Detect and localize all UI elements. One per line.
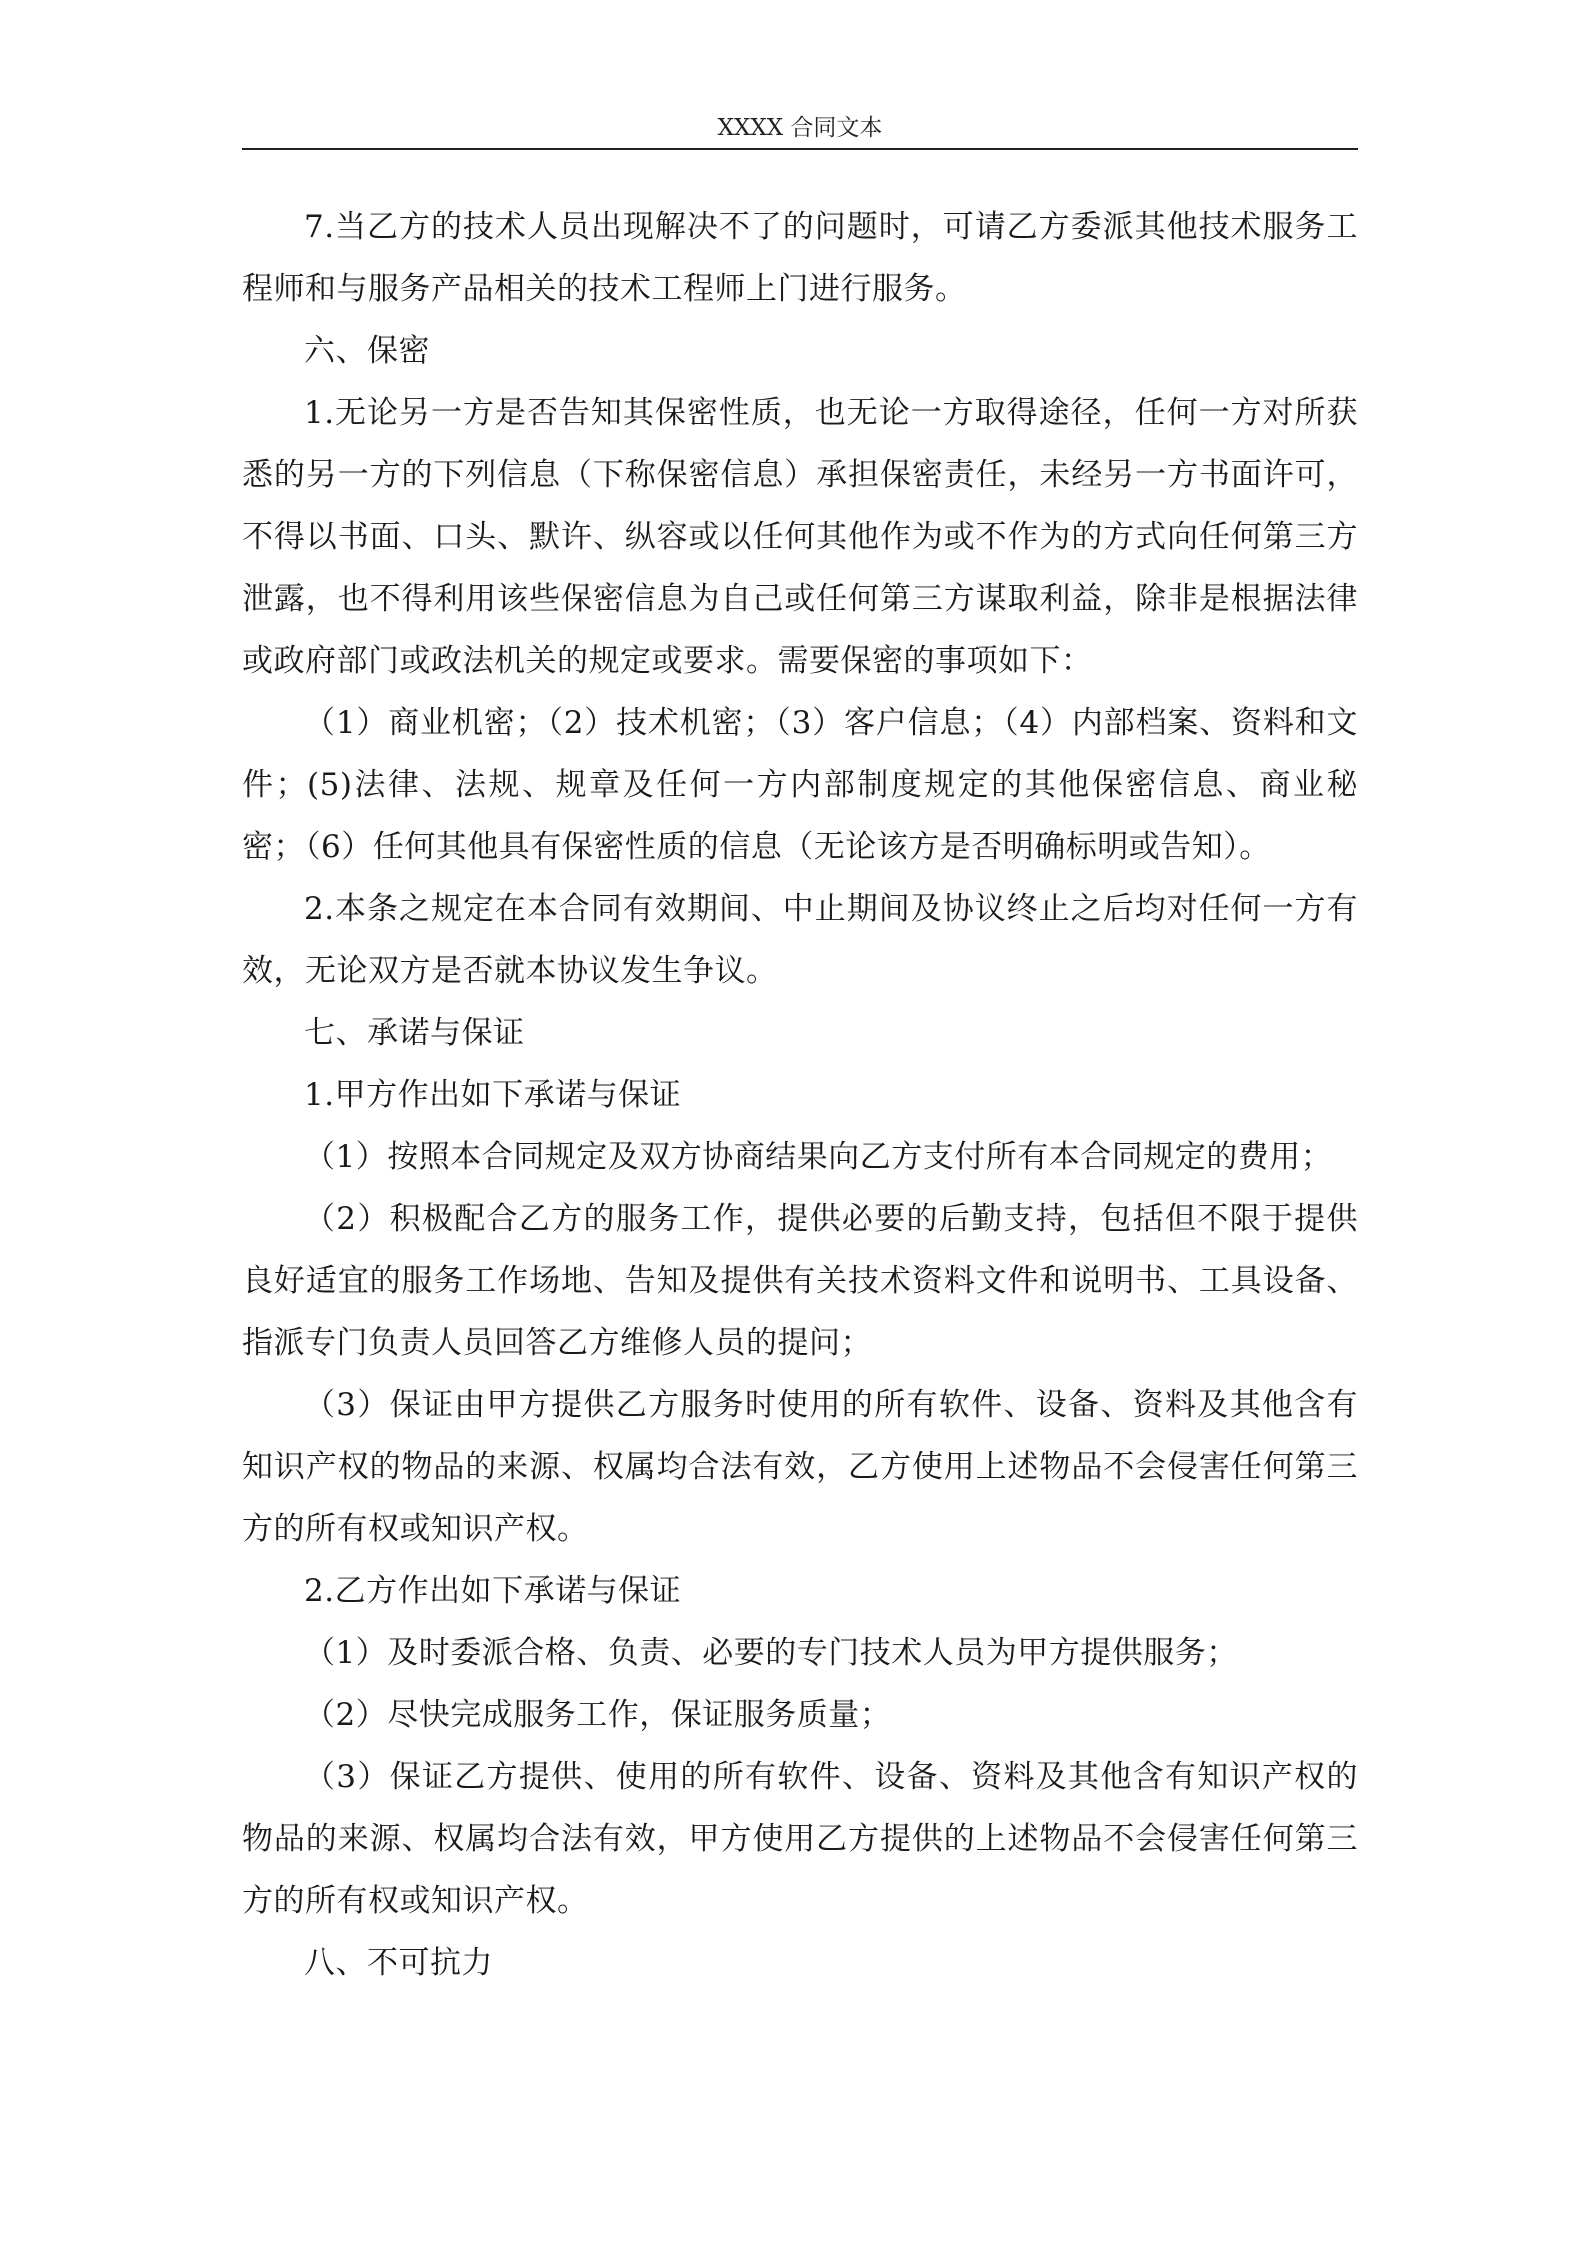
clause-7-2-item-3: （3）保证乙方提供、使用的所有软件、设备、资料及其他含有知识产权的物品的来源、权属均合法有效，甲方使用乙方提供的上述物品不会侵害任何第三方的所有权或知识产权。	[242, 1759, 1358, 1919]
section-heading-force-majeure: 八、不可抗力	[304, 1945, 493, 1981]
clause-6-2: 2.本条之规定在本合同有效期间、中止期间及协议终止之后均对任何一方有效，无论双方是否就本协议发生争议。	[242, 891, 1358, 989]
document-body	[242, 196, 1358, 1994]
clause-7-1-item-1: （1）按照本合同规定及双方协商结果向乙方支付所有本合同规定的费用；	[304, 1139, 1333, 1175]
clause-7-1: 1.甲方作出如下承诺与保证	[304, 1077, 682, 1113]
clause-7-2: 2.乙方作出如下承诺与保证	[304, 1573, 682, 1609]
header-title: XXXX 合同文本	[717, 115, 883, 141]
clause-5-7: 7.当乙方的技术人员出现解决不了的问题时，可请乙方委派其他技术服务工程师和与服务产品相关的技术工程师上门进行服务。	[242, 209, 1358, 307]
clause-7-2-item-1: （1）及时委派合格、负责、必要的专门技术人员为甲方提供服务；	[304, 1635, 1238, 1671]
section-heading-commitments: 七、承诺与保证	[304, 1015, 525, 1051]
clause-6-1: 1.无论另一方是否告知其保密性质，也无论一方取得途径，任何一方对所获悉的另一方的下列信息（下称保密信息）承担保密责任，未经另一方书面许可，不得以书面、口头、默许、纵容或以任何其他作为或不作为的方式向任何第三方泄露，也不得利用该些保密信息为自己或任何第三方谋取利益，除非是根据法律或政府部门或政法机关的规定或要求。需要保密的事项如下：	[242, 395, 1358, 679]
clause-7-1-item-2: （2）积极配合乙方的服务工作，提供必要的后勤支持，包括但不限于提供良好适宜的服务工作场地、告知及提供有关技术资料文件和说明书、工具设备、指派专门负责人员回答乙方维修人员的提问；	[242, 1201, 1358, 1361]
clause-6-1-items: （1）商业机密；（2）技术机密；（3）客户信息；（4）内部档案、资料和文件；(5)法律、法规、规章及任何一方内部制度规定的其他保密信息、商业秘密；（6）任何其他具有保密性质的信息（无论该方是否明确标明或告知）。	[242, 705, 1358, 865]
page-header	[242, 108, 1358, 150]
section-heading-confidentiality: 六、保密	[304, 333, 430, 369]
clause-7-2-item-2: （2）尽快完成服务工作，保证服务质量；	[304, 1697, 892, 1733]
clause-7-1-item-3: （3）保证由甲方提供乙方服务时使用的所有软件、设备、资料及其他含有知识产权的物品的来源、权属均合法有效，乙方使用上述物品不会侵害任何第三方的所有权或知识产权。	[242, 1387, 1358, 1547]
